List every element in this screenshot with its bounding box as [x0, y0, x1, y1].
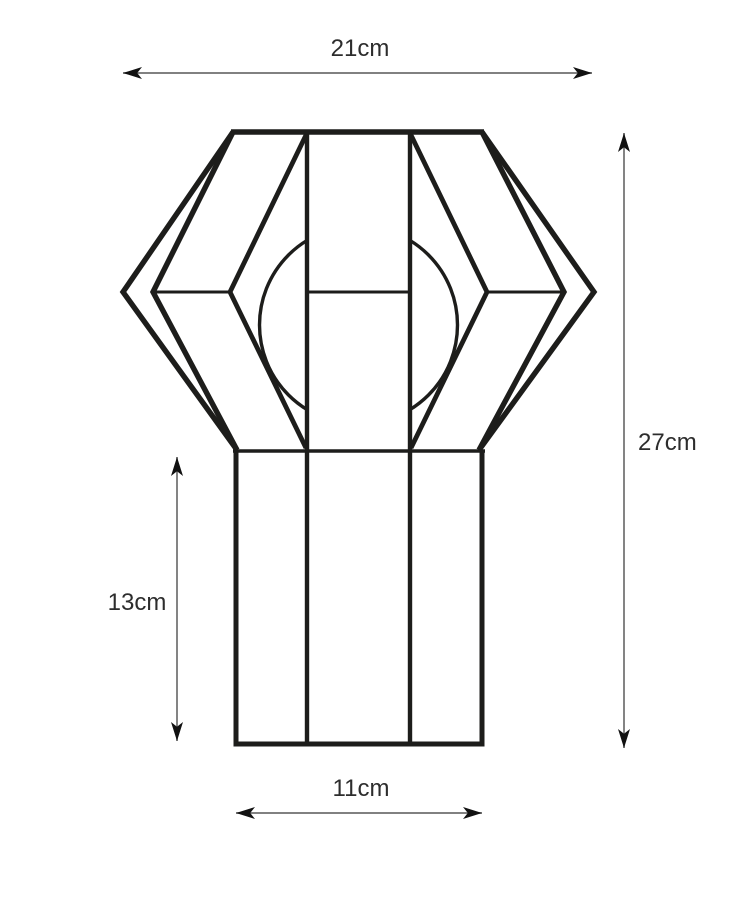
top-width-label: 21cm [330, 35, 390, 62]
dimension-height-right [624, 133, 697, 748]
dimension-base-width-bottom [236, 775, 482, 813]
bulb-outline [260, 226, 458, 424]
dimension-base-height-left [108, 457, 177, 741]
dimension-width-top [123, 35, 592, 73]
base-outline [236, 451, 482, 744]
lamp-shade-frame [123, 130, 594, 744]
lamp-base [233, 451, 485, 744]
right-height-label: 27cm [638, 429, 697, 456]
left-base-height-label: 13cm [107, 589, 167, 616]
center-column [307, 130, 410, 744]
bottom-base-width-label: 11cm [332, 775, 390, 802]
